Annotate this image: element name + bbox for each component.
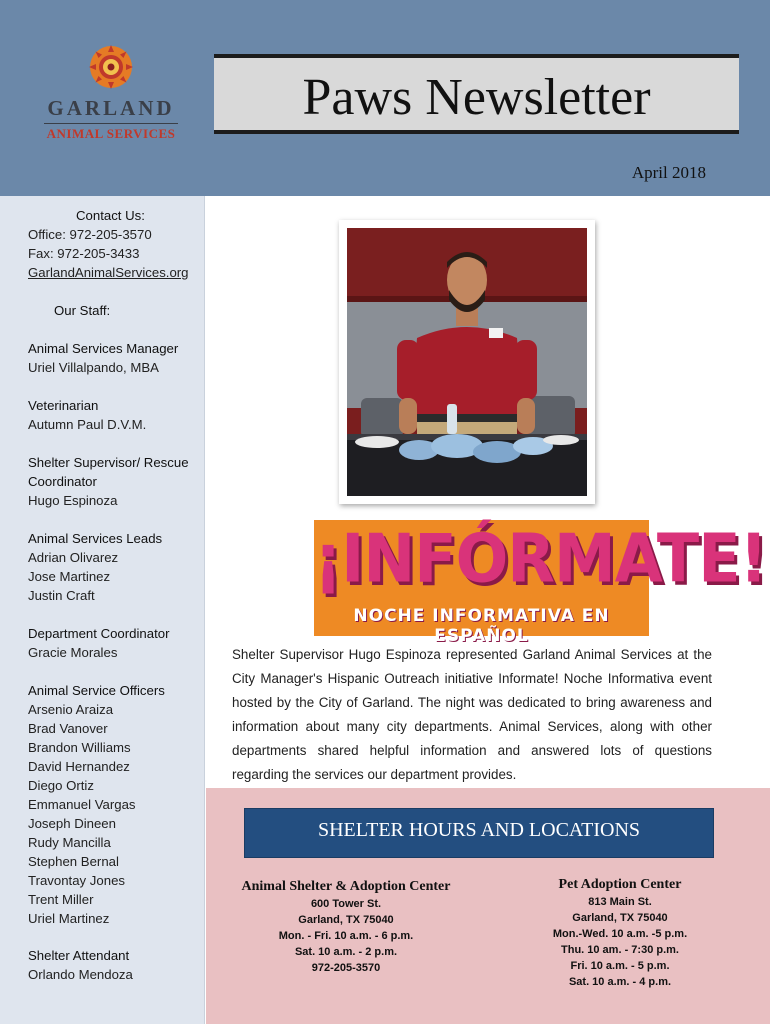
location-hours: Fri. 10 a.m. - 5 p.m. [570, 960, 670, 972]
issue-date: April 2018 [631, 163, 706, 182]
location-address: 600 Tower St. [310, 898, 382, 910]
staff-title-block [28, 301, 203, 320]
staff-member: Jose Martinez [28, 569, 111, 584]
staff-member: Orlando Mendoza [28, 967, 133, 982]
informate-banner [314, 519, 767, 646]
location-phone[interactable]: 972-205-3570 [311, 962, 381, 974]
staff-group [28, 624, 203, 662]
staff-group [28, 681, 203, 928]
banner-subline: NOCHE INFORMATIVA EN ESPAÑOL [353, 606, 610, 646]
location-city: Garland, TX 75040 [572, 912, 668, 924]
location-hours: Mon. - Fri. 10 a.m. - 6 p.m. [278, 930, 414, 942]
org-name: GARLAND [47, 96, 175, 120]
title-band [214, 54, 739, 134]
staff-photo-illustration [347, 228, 587, 496]
staff-member: Brandon Williams [28, 740, 131, 755]
staff-group [28, 339, 203, 377]
location-hours: Mon.-Wed. 10 a.m. -5 p.m. [552, 928, 688, 940]
staff-sidebar [0, 196, 205, 1024]
staff-group [28, 396, 203, 434]
location-hours: Thu. 10 am. - 7:30 p.m. [561, 944, 679, 956]
location-name: Pet Adoption Center [558, 877, 682, 892]
newsletter-header [0, 0, 770, 196]
staff-member: Trent Miller [28, 892, 94, 907]
staff-role: Animal Service Officers [28, 683, 165, 698]
contact-block [28, 206, 203, 282]
hours-heading: SHELTER HOURS AND LOCATIONS [317, 819, 641, 841]
garland-seal-icon [88, 44, 134, 90]
staff-member: Hugo Espinoza [28, 493, 118, 508]
staff-role: Department Coordinator [28, 626, 170, 641]
staff-member: Emmanuel Vargas [28, 797, 136, 812]
website-link[interactable]: GarlandAnimalServices.org [28, 265, 189, 280]
fax-number: Fax: 972-205-3433 [28, 246, 140, 261]
staff-member: Adrian Olivarez [28, 550, 119, 565]
staff-role: Shelter Supervisor/ Rescue [28, 455, 189, 470]
staff-role: Coordinator [28, 474, 97, 489]
org-divider [44, 123, 178, 124]
event-photo [347, 228, 587, 496]
location-name: Animal Shelter & Adoption Center [241, 879, 451, 894]
staff-role: Animal Services Leads [28, 531, 163, 546]
staff-member: David Hernandez [28, 759, 130, 774]
staff-group [28, 453, 203, 510]
location-address: 813 Main St. [588, 896, 652, 908]
staff-member: Gracie Morales [28, 645, 118, 660]
staff-member: Uriel Villalpando, MBA [28, 360, 159, 375]
garland-logo [36, 44, 186, 142]
org-subtitle: ANIMAL SERVICES [46, 126, 176, 141]
staff-role: Veterinarian [28, 398, 99, 413]
staff-group [28, 529, 203, 605]
staff-member: Joseph Dineen [28, 816, 116, 831]
staff-role: Animal Services Manager [28, 341, 179, 356]
staff-member: Brad Vanover [28, 721, 108, 736]
staff-member: Justin Craft [28, 588, 95, 603]
staff-member: Autumn Paul D.V.M. [28, 417, 147, 432]
location-city: Garland, TX 75040 [298, 914, 394, 926]
location-pet-adoption [510, 876, 730, 990]
staff-title: Our Staff: [54, 303, 111, 318]
event-photo-frame [339, 220, 595, 504]
newsletter-title: Paws Newsletter [302, 69, 651, 126]
staff-group [28, 946, 203, 984]
article-body: Shelter Supervisor Hugo Espinoza represented Garland Animal Services at the City Manager's Hispanic Outreach initiative Informate! Noche Informativa event hosted by the City of Garland. The night was dedicated to bring awareness and information about many city departments. Animal Services, along with other departments shared helpful information and answered lots of questions regarding the services our department provides. [232, 647, 712, 782]
staff-member: Arsenio Araiza [28, 702, 114, 717]
staff-member: Uriel Martinez [28, 911, 110, 926]
staff-member: Stephen Bernal [28, 854, 119, 869]
contact-title: Contact Us: [76, 208, 145, 223]
location-shelter [236, 878, 456, 976]
banner-headline: ¡INFÓRMATE! [314, 519, 767, 598]
office-phone[interactable]: Office: 972-205-3570 [28, 227, 152, 242]
location-hours: Sat. 10 a.m. - 2 p.m. [294, 946, 398, 958]
hours-heading-bar [244, 808, 714, 858]
staff-role: Shelter Attendant [28, 948, 130, 963]
staff-member: Travontay Jones [28, 873, 125, 888]
staff-member: Diego Ortiz [28, 778, 94, 793]
location-hours: Sat. 10 a.m. - 4 p.m. [568, 976, 672, 988]
staff-member: Rudy Mancilla [28, 835, 111, 850]
